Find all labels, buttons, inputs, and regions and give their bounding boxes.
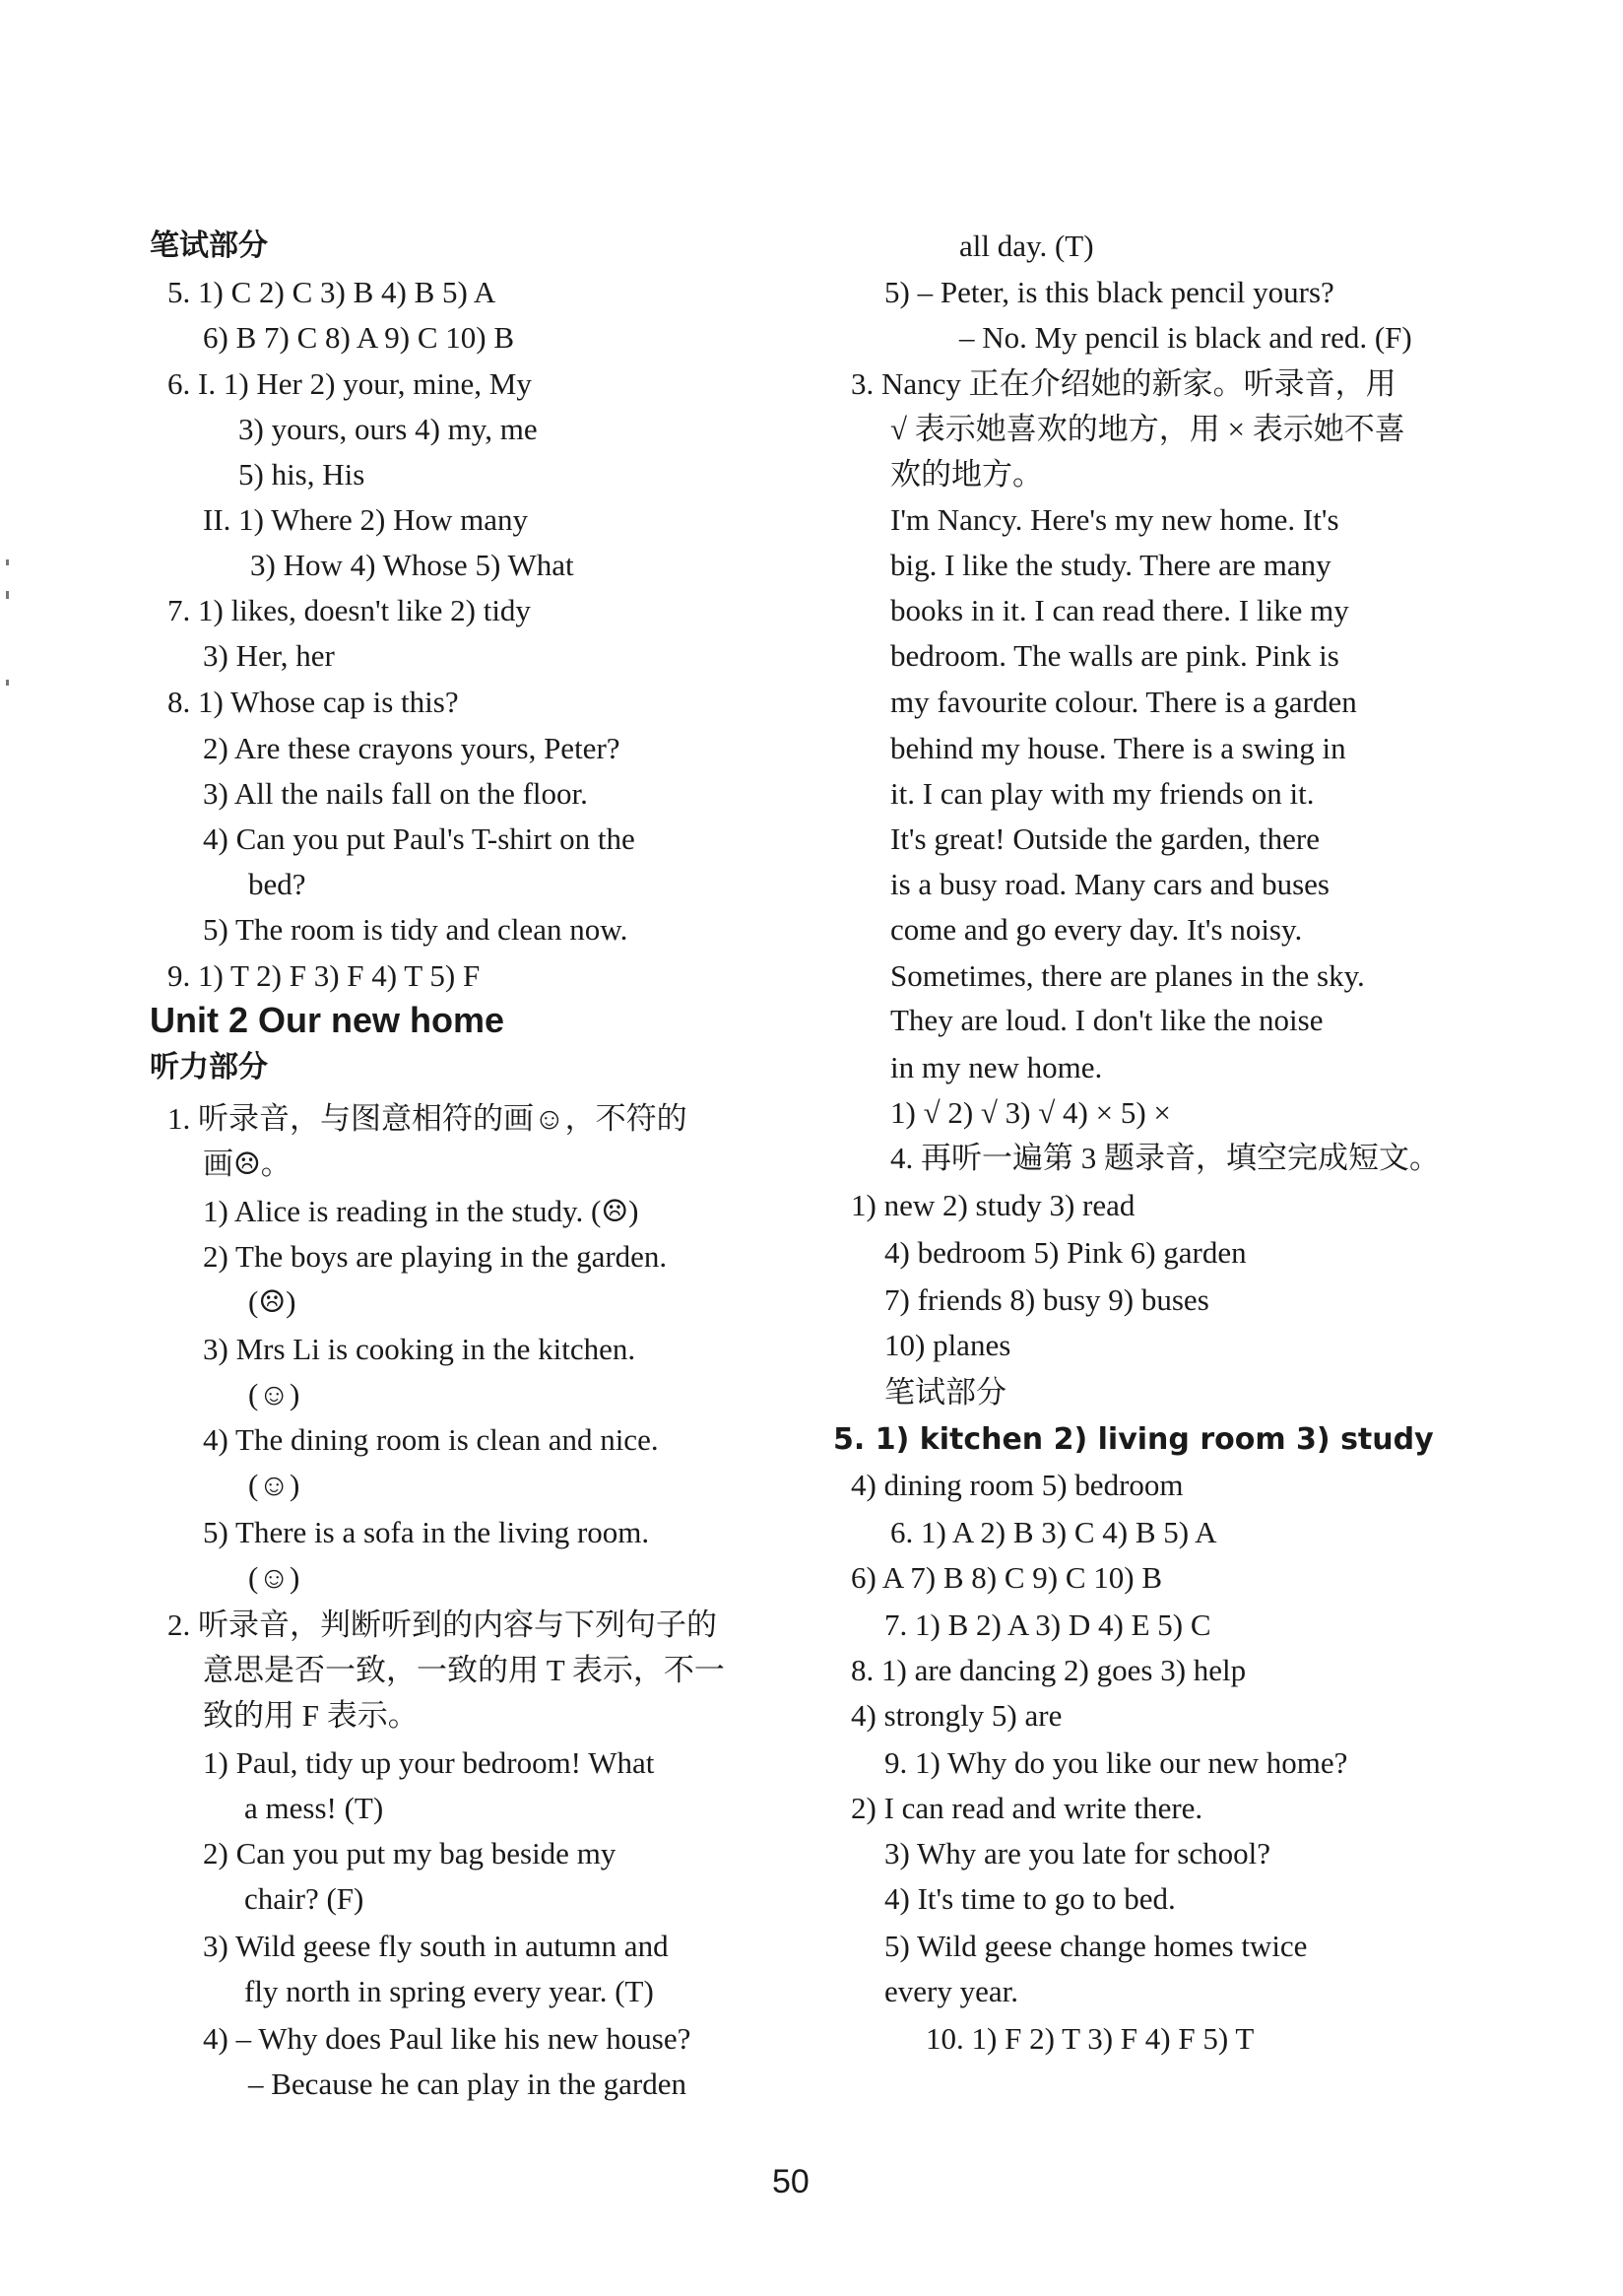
answer-line: II. 1) Where 2) How many bbox=[203, 502, 528, 537]
answer-line: 5) Wild geese change homes twice bbox=[884, 1929, 1308, 1963]
answer-line: 4) Can you put Paul's T-shirt on the bbox=[203, 821, 635, 856]
margin-mark bbox=[6, 559, 9, 565]
answer-line: Sometimes, there are planes in the sky. bbox=[890, 958, 1365, 993]
answer-line: 5) – Peter, is this black pencil yours? bbox=[884, 275, 1334, 309]
answer-line: (☺) bbox=[248, 1560, 300, 1595]
page-number: 50 bbox=[772, 2163, 810, 2200]
answer-line: 3) How 4) Whose 5) What bbox=[250, 548, 574, 582]
answer-line: 4) bedroom 5) Pink 6) garden bbox=[884, 1235, 1247, 1270]
answer-line: 欢的地方。 bbox=[890, 457, 1043, 492]
answer-line: I'm Nancy. Here's my new home. It's bbox=[890, 502, 1339, 537]
answer-line: 5. 1) C 2) C 3) B 4) B 5) A bbox=[167, 275, 496, 309]
answer-line: 4) The dining room is clean and nice. bbox=[203, 1422, 659, 1457]
answer-line: 7. 1) likes, doesn't like 2) tidy bbox=[167, 593, 531, 627]
answer-line: 3) Her, her bbox=[203, 638, 335, 673]
answer-line: 2) The boys are playing in the garden. bbox=[203, 1239, 668, 1274]
section-heading: 听力部分 bbox=[150, 1050, 268, 1084]
answer-line: my favourite colour. There is a garden bbox=[890, 685, 1357, 719]
answer-line: 10) planes bbox=[884, 1328, 1011, 1362]
answer-line: (☺) bbox=[248, 1377, 300, 1411]
answer-line: It's great! Outside the garden, there bbox=[890, 821, 1320, 856]
section-heading: 笔试部分 bbox=[150, 229, 268, 263]
answer-line: bedroom. The walls are pink. Pink is bbox=[890, 638, 1339, 673]
answer-line: all day. (T) bbox=[959, 229, 1094, 263]
answer-line: 6. I. 1) Her 2) your, mine, My bbox=[167, 366, 532, 401]
answer-line: 意思是否一致，一致的用 T 表示，不一 bbox=[203, 1653, 725, 1687]
answer-line: √ 表示她喜欢的地方，用 × 表示她不喜 bbox=[890, 412, 1405, 446]
answer-line: (☹) bbox=[248, 1284, 296, 1319]
answer-line: 9. 1) Why do you like our new home? bbox=[884, 1745, 1348, 1780]
answer-line: 3) Wild geese fly south in autumn and bbox=[203, 1929, 669, 1963]
answer-line: books in it. I can read there. I like my bbox=[890, 593, 1349, 627]
answer-line: 2) I can read and write there. bbox=[851, 1791, 1203, 1825]
answer-line: 8. 1) Whose cap is this? bbox=[167, 685, 459, 719]
answer-line: 8. 1) are dancing 2) goes 3) help bbox=[851, 1653, 1247, 1687]
section-heading: 5. 1) kitchen 2) living room 3) study bbox=[833, 1422, 1434, 1457]
answer-line: 10. 1) F 2) T 3) F 4) F 5) T bbox=[926, 2021, 1255, 2056]
answer-line: 5) The room is tidy and clean now. bbox=[203, 912, 628, 947]
answer-line: 5) There is a sofa in the living room. bbox=[203, 1515, 650, 1549]
answer-line: 3) All the nails fall on the floor. bbox=[203, 776, 588, 811]
answer-line: 致的用 F 表示。 bbox=[203, 1698, 419, 1733]
answer-line: 4) dining room 5) bedroom bbox=[851, 1468, 1184, 1502]
answer-line: 7) friends 8) busy 9) buses bbox=[884, 1282, 1209, 1317]
answer-line: 画☹。 bbox=[203, 1147, 292, 1181]
answer-line: 3. Nancy 正在介绍她的新家。听录音，用 bbox=[851, 366, 1396, 401]
answer-line: 1) √ 2) √ 3) √ 4) × 5) × bbox=[890, 1095, 1171, 1130]
answer-line: 1. 听录音，与图意相符的画☺，不符的 bbox=[167, 1101, 687, 1136]
answer-line: big. I like the study. There are many bbox=[890, 548, 1331, 582]
answer-line: 2. 听录音，判断听到的内容与下列句子的 bbox=[167, 1607, 717, 1642]
answer-line: 3) Why are you late for school? bbox=[884, 1836, 1270, 1870]
answer-line: 4) – Why does Paul like his new house? bbox=[203, 2021, 691, 2056]
answer-line: every year. bbox=[884, 1974, 1018, 2008]
answer-line: (☺) bbox=[248, 1468, 300, 1502]
answer-line: it. I can play with my friends on it. bbox=[890, 776, 1315, 811]
answer-line: 1) new 2) study 3) read bbox=[851, 1188, 1136, 1222]
answer-line: behind my house. There is a swing in bbox=[890, 731, 1346, 765]
answer-line: 4) It's time to go to bed. bbox=[884, 1881, 1176, 1916]
margin-mark bbox=[6, 591, 9, 599]
answer-line: 9. 1) T 2) F 3) F 4) T 5) F bbox=[167, 958, 481, 993]
answer-line: 2) Are these crayons yours, Peter? bbox=[203, 731, 620, 765]
answer-line: 1) Alice is reading in the study. (☹) bbox=[203, 1194, 639, 1228]
answer-line: is a busy road. Many cars and buses bbox=[890, 867, 1330, 901]
answer-line: bed? bbox=[248, 867, 306, 901]
answer-line: chair? (F) bbox=[244, 1881, 364, 1916]
answer-line: – No. My pencil is black and red. (F) bbox=[959, 320, 1412, 355]
margin-mark bbox=[6, 680, 9, 686]
answer-line: fly north in spring every year. (T) bbox=[244, 1974, 654, 2008]
answer-line: They are loud. I don't like the noise bbox=[890, 1003, 1324, 1037]
answer-line: 笔试部分 bbox=[884, 1375, 1006, 1410]
answer-line: 6. 1) A 2) B 3) C 4) B 5) A bbox=[890, 1515, 1217, 1549]
answer-line: 6) B 7) C 8) A 9) C 10) B bbox=[203, 320, 515, 355]
answer-line: 2) Can you put my bag beside my bbox=[203, 1836, 617, 1870]
answer-line: 7. 1) B 2) A 3) D 4) E 5) C bbox=[884, 1607, 1211, 1642]
answer-line: 6) A 7) B 8) C 9) C 10) B bbox=[851, 1560, 1163, 1595]
answer-line: 5) his, His bbox=[238, 457, 365, 492]
answer-line: 4. 再听一遍第 3 题录音，填空完成短文。 bbox=[890, 1141, 1440, 1175]
answer-line: 3) yours, ours 4) my, me bbox=[238, 412, 538, 446]
answer-line: come and go every day. It's noisy. bbox=[890, 912, 1303, 947]
answer-line: 4) strongly 5) are bbox=[851, 1698, 1063, 1733]
answer-line: a mess! (T) bbox=[244, 1791, 384, 1825]
answer-line: 3) Mrs Li is cooking in the kitchen. bbox=[203, 1332, 636, 1366]
answer-line: – Because he can play in the garden bbox=[248, 2066, 687, 2101]
unit-title: Unit 2 Our new home bbox=[150, 1000, 505, 1040]
answer-line: in my new home. bbox=[890, 1050, 1103, 1084]
answer-line: 1) Paul, tidy up your bedroom! What bbox=[203, 1745, 655, 1780]
